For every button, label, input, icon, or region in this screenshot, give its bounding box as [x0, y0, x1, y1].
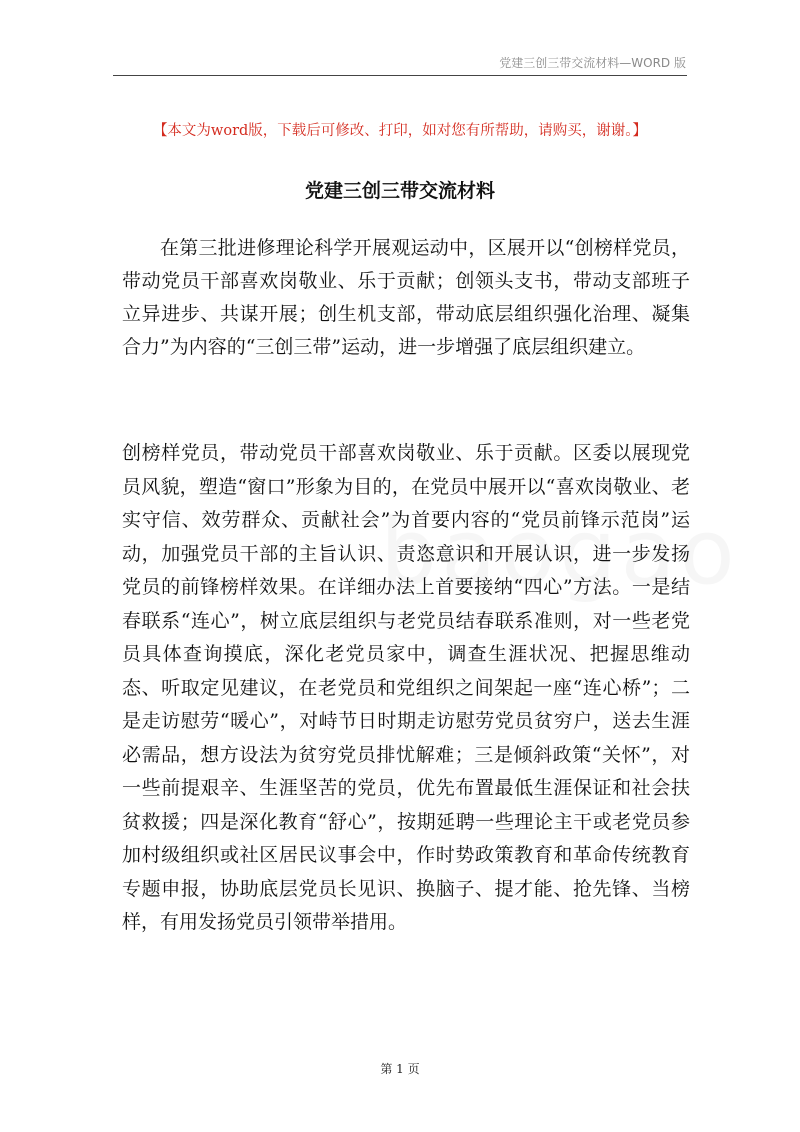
document-title: 党建三创三带交流材料	[304, 180, 495, 202]
purchase-notice: 【本文为word版，下载后可修改、打印，如对您有所帮助，请购买，谢谢。】	[152, 123, 648, 139]
header-divider	[113, 75, 687, 76]
running-header: 党建三创三带交流材料—WORD 版	[499, 56, 686, 70]
page-number: 第 1 页	[380, 1062, 420, 1076]
paragraph-intro: 在第三批进修理论科学开展观运动中，区展开以“创榜样党员，带动党员干部喜欢岗敬业、乐于贡献；创领头支书，带动支部班子立异进步、共谋开展；创生机支部，带动底层组织强化治理、凝集合力”为内容的“三创三带”运动，进一步增强了底层组织建立。	[122, 237, 690, 358]
paragraph-model-members: 创榜样党员，带动党员干部喜欢岗敬业、乐于贡献。区委以展现党员风貌，塑造“窗口”形象为目的，在党员中展开以“喜欢岗敬业、老实守信、效劳群众、贡献社会”为首要内容的“党员前锋示范岗”运动，加强党员干部的主旨认识、责恣意识和开展认识，进一步发扬党员的前锋榜样效果。在详细办法上首要接纳“四心”方法。一是结春联系“连心”，树立底层组织与老党员结春联系准则，对一些老党员具体查询摸底，深化老党员家中，调查生涯状况、把握思维动态、听取定见建议，在老党员和党组织之间架起一座“连心桥”；二是走访慰劳“暖心”，对峙节日时期走访慰劳党员贫穷户，送去生涯必需品，想方设法为贫穷党员排忧解难；三是倾斜政策“关怀”，对一些前提艰辛、生涯坚苦的党员，优先布置最低生涯保证和社会扶贫救援；四是深化教育“舒心”，按期延聘一些理论主干或老党员参加村级组织或社区居民议事会中，作时势政策教育和革命传统教育专题申报，协助底层党员长见识、换脑子、提才能、抢先锋、当榜样，有用发扬党员引领带举措用。	[122, 442, 690, 933]
